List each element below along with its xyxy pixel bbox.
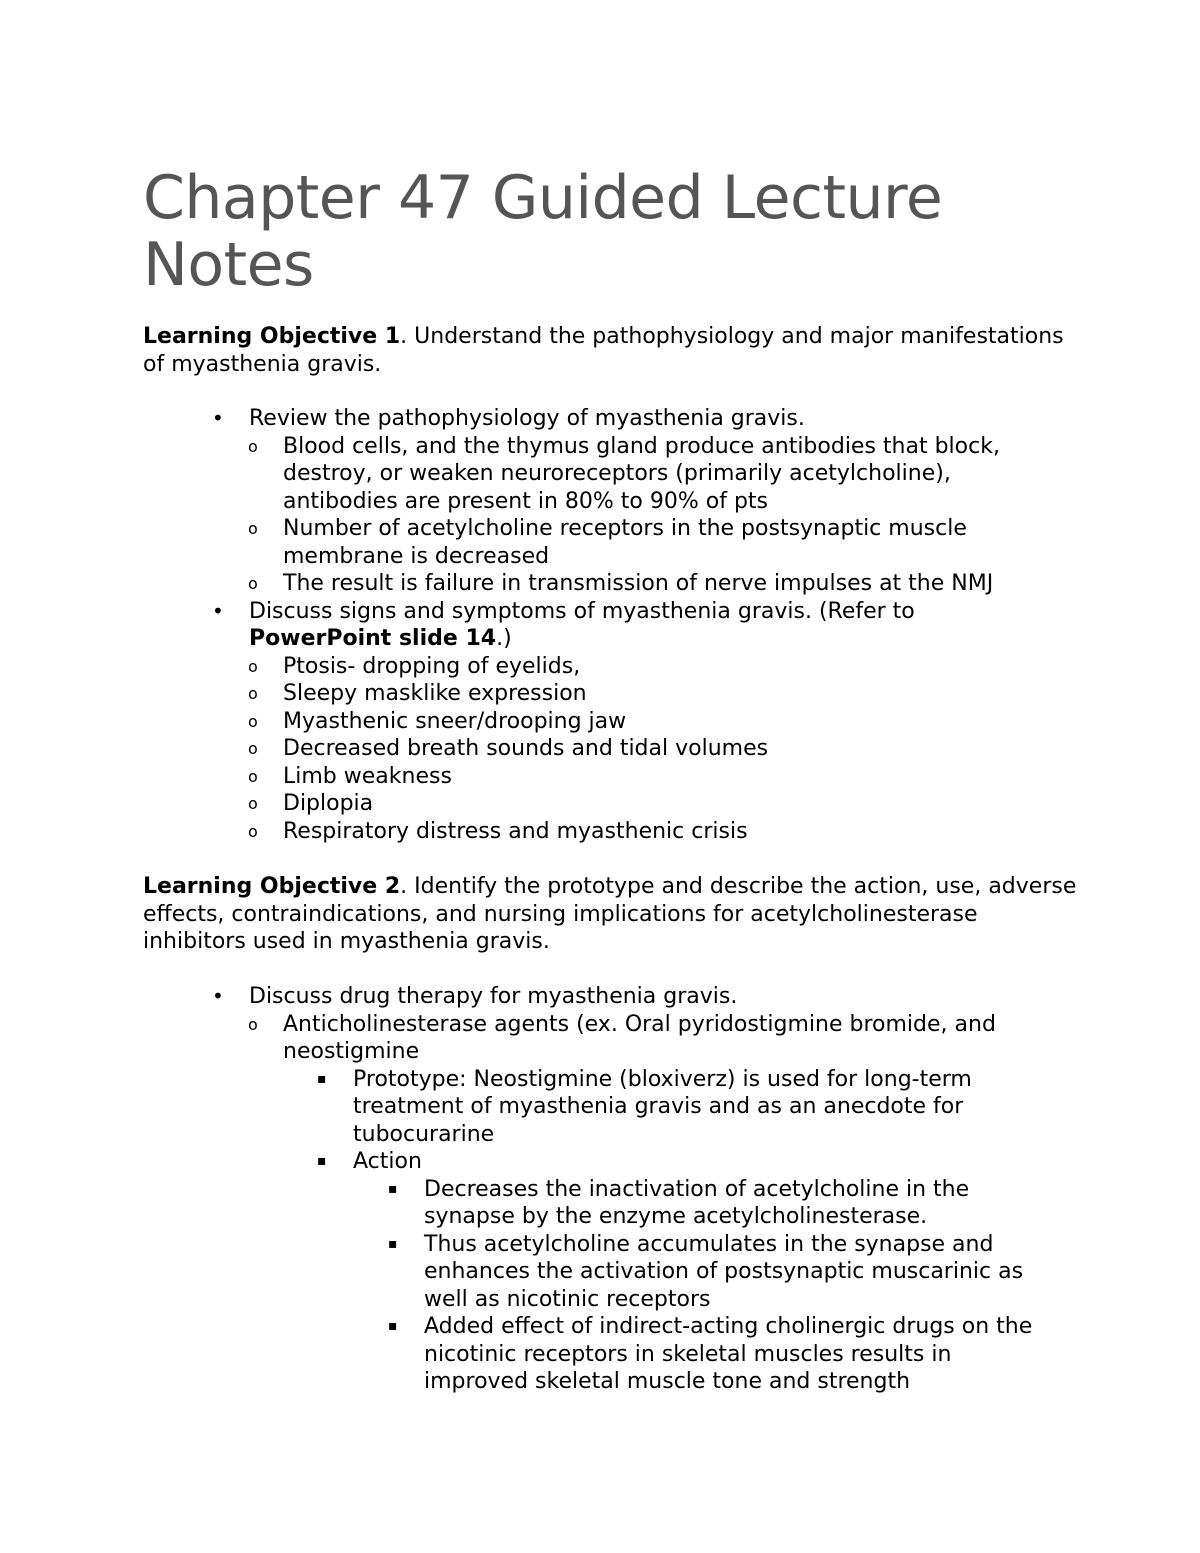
page-title: Chapter 47 Guided Lecture Notes [143, 163, 943, 300]
list-item [0, 570, 1053, 598]
list-item-text: Action [353, 1149, 422, 1174]
list-item-text: Discuss signs and symptoms of myasthenia gravis. (Refer to [249, 598, 915, 624]
objective-2-list [0, 983, 1200, 1396]
list-item [0, 735, 1053, 763]
list-item-text: Review the pathophysiology of myasthenia gravis. [249, 406, 805, 431]
list-item-text: Myasthenic sneer/drooping jaw [283, 708, 627, 734]
circle-marker: o [248, 766, 258, 786]
list-item-text: .) [496, 626, 512, 651]
list-item [0, 1011, 1053, 1066]
square-marker: ▪ [317, 1070, 327, 1087]
list-item-text: Diplopia [283, 791, 374, 816]
circle-marker: o [248, 684, 258, 703]
list-item [0, 680, 1053, 708]
list-item-text: Thus acetylcholine accumulates in the synapse and enhances the activation of postsynaptic muscarinic as well as nicotinic receptors [424, 1231, 1024, 1312]
list-item [0, 1313, 1044, 1396]
list-item [0, 598, 1049, 653]
circle-marker: o [248, 1014, 258, 1034]
list-item [0, 708, 1053, 736]
circle-marker: o [248, 519, 258, 538]
learning-objective-2 [143, 873, 1083, 956]
objective-label: Learning Objective 2 [143, 874, 401, 899]
circle-marker: o [248, 574, 258, 593]
list-item-text: Decreases the inactivation of acetylcholine in the synapse by the enzyme acetylcholinesterase. [424, 1176, 970, 1229]
list-item [0, 763, 1053, 791]
objective-label: Learning Objective 1 [143, 324, 401, 349]
list-item [0, 1066, 1053, 1149]
list-item [0, 1231, 1044, 1314]
list-item [0, 405, 1049, 433]
circle-marker: o [248, 656, 258, 676]
square-marker: ▪ [388, 1180, 398, 1197]
list-item-text: Ptosis- dropping of eyelids, [283, 653, 581, 679]
list-item [0, 818, 1053, 846]
objective-text: . Understand the pathophysiology and major manifestations of myasthenia gravis. [143, 324, 1064, 377]
list-item-text: The result is failure in transmission of nerve impulses at the NMJ [283, 571, 994, 596]
circle-marker: o [248, 794, 258, 813]
learning-objective-1 [143, 323, 1083, 378]
list-item-text: Sleepy masklike expression [283, 681, 587, 706]
list-item [0, 1176, 1044, 1231]
square-marker: ▪ [388, 1235, 398, 1252]
list-item [0, 983, 1049, 1011]
objective-text: . Identify the prototype and describe the action, use, adverse effects, contraindications, and nursing implications for acetylcholinesterase inhibitors used in myasthenia gravis. [143, 874, 1077, 954]
list-item-text: Decreased breath sounds and tidal volumes [283, 736, 769, 761]
bullet-marker: • [212, 406, 224, 430]
list-item [0, 515, 1053, 570]
list-item-text: Added effect of indirect-acting cholinergic drugs on the nicotinic receptors in skeletal muscles results in improved skeletal muscle tone and strength [424, 1314, 1033, 1394]
list-item [0, 790, 1053, 818]
list-item-text: Number of acetylcholine receptors in the postsynaptic muscle membrane is decreased [283, 516, 967, 569]
circle-marker: o [248, 711, 258, 731]
circle-marker: o [248, 739, 258, 758]
circle-marker: o [248, 821, 258, 841]
list-item [0, 1148, 1053, 1176]
square-marker: ▪ [388, 1318, 398, 1334]
bullet-marker: • [212, 984, 224, 1008]
list-item-text: Discuss drug therapy for myasthenia gravis. [249, 984, 738, 1009]
square-marker: ▪ [317, 1153, 327, 1169]
slide-reference: PowerPoint slide 14 [249, 626, 497, 651]
list-item-text: Prototype: Neostigmine (bloxiverz) is used for long-term treatment of myasthenia gravis and as an anecdote for tubocurarine [353, 1066, 972, 1147]
list-item [0, 433, 1053, 516]
list-item-text: Anticholinesterase agents (ex. Oral pyridostigmine bromide, and neostigmine [283, 1011, 996, 1064]
list-item [0, 653, 1053, 681]
objective-1-list [0, 405, 1200, 845]
bullet-marker: • [212, 598, 224, 623]
list-item-text: Blood cells, and the thymus gland produce antibodies that block, destroy, or weaken neuroreceptors (primarily acetylcholine), antibodies are present in 80% to 90% of pts [283, 433, 1000, 514]
list-item-text: Respiratory distress and myasthenic crisis [283, 818, 748, 844]
list-item-text: Limb weakness [283, 763, 452, 789]
circle-marker: o [248, 436, 258, 456]
